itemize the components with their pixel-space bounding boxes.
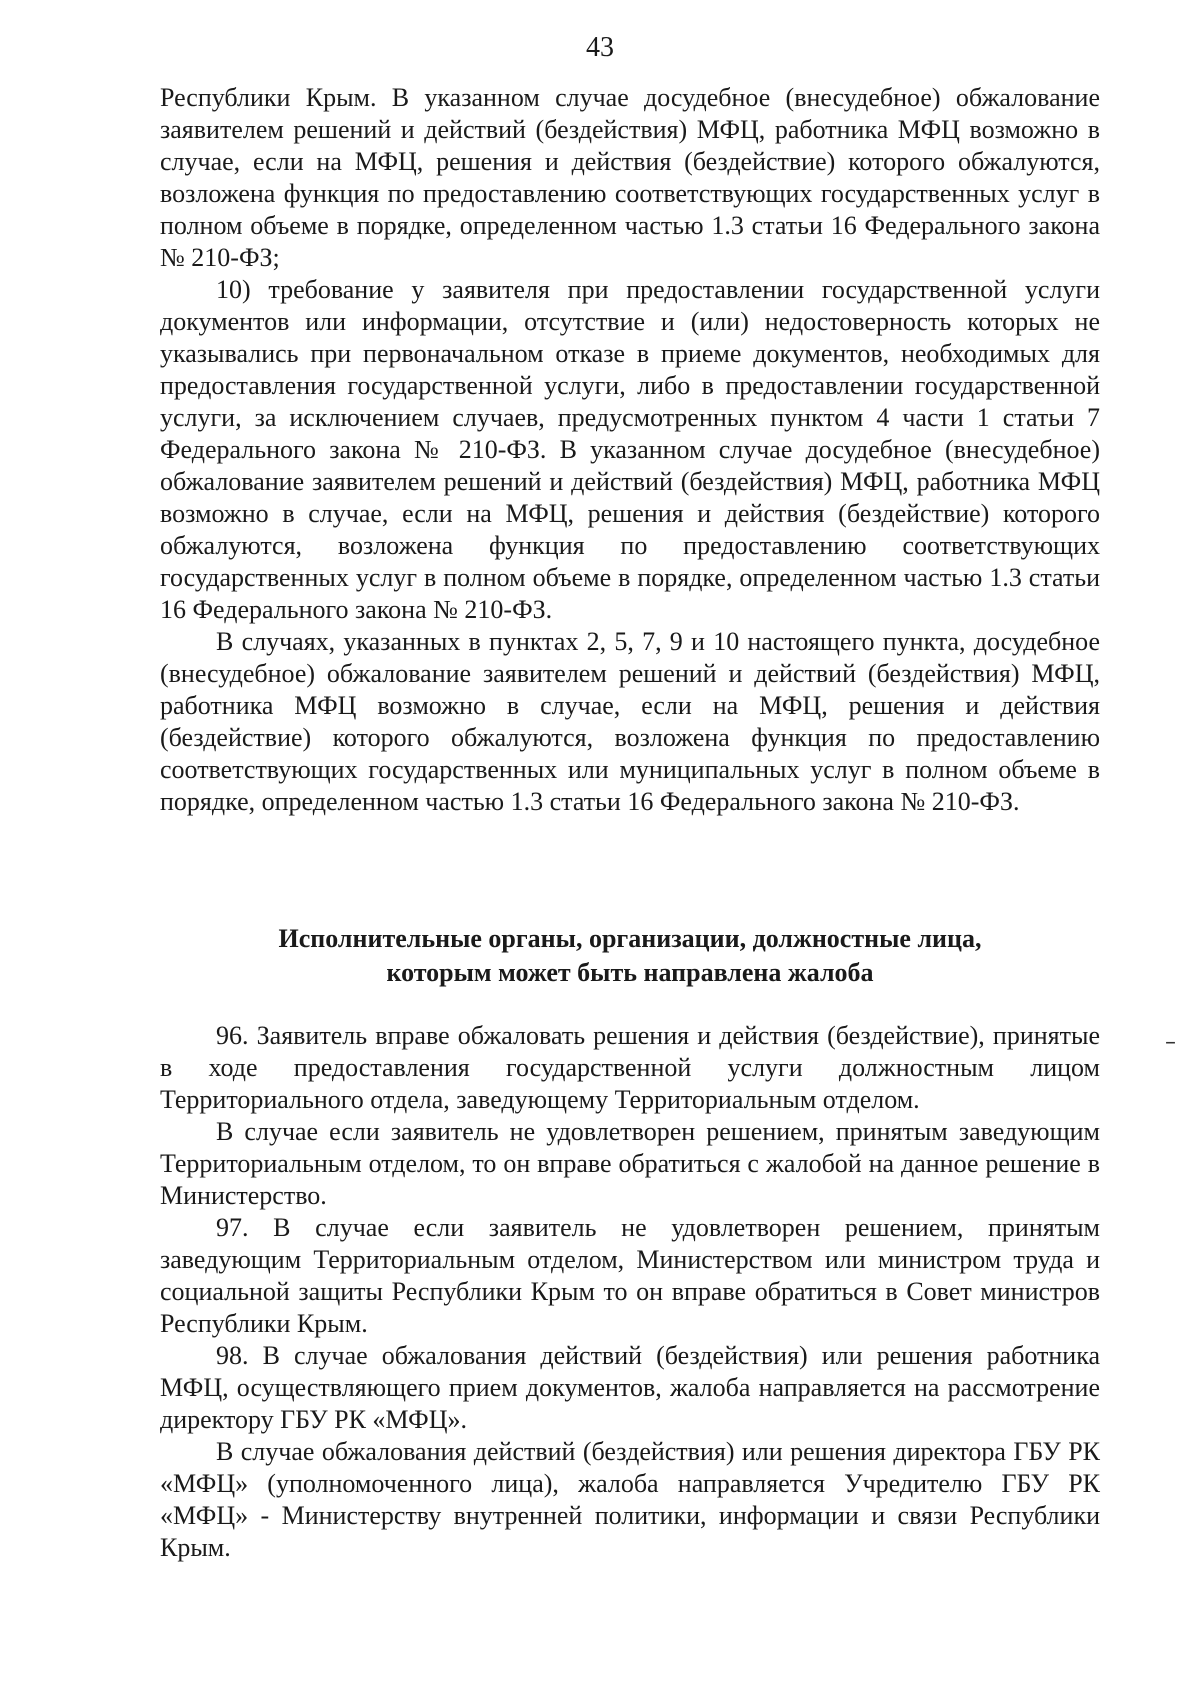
margin-dash-mark: –: [1165, 1030, 1176, 1055]
paragraph-cases-summary: В случаях, указанных в пунктах 2, 5, 7, 9 и 10 настоящего пункта, досудебное (внесудебное) обжалование заявителем решений и действий (бездействия) МФЦ, работника МФЦ возможно в случае, если на МФЦ, решения и действия (бездействие) которого обжалуются, возложена функция по предоставлению соответствующих государственных или муниципальных услуг в полном объеме в порядке, определенном частью 1.3 статьи 16 Федерального закона № 210-ФЗ.: [160, 627, 1100, 816]
paragraph-item-10: 10) требование у заявителя при предоставлении государственной услуги документов или информации, отсутствие и (или) недостоверность которых не указывались при первоначальном отказе в приеме документов, необходимых для предоставления государственной услуги, либо в предоставлении государственной услуги, за исключением случаев, предусмотренных пунктом 4 части 1 статьи 7 Федерального закона № 210-ФЗ. В указанном случае досудебное (внесудебное) обжалование заявителем решений и действий (бездействия) МФЦ, работника МФЦ возможно в случае, если на МФЦ, решения и действия (бездействие) которого обжалуются, возложена функция по предоставлению соответствующих государственных услуг в полном объеме в порядке, определенном частью 1.3 статьи 16 Федерального закона № 210-ФЗ.: [160, 275, 1100, 624]
section-complaint-recipients: [160, 1020, 1100, 1564]
paragraph-98-continued: В случае обжалования действий (бездействия) или решения директора ГБУ РК «МФЦ» (уполномоченного лица), жалоба направляется Учредителю ГБУ РК «МФЦ» - Министерству внутренней политики, информации и связи Республики Крым.: [160, 1437, 1100, 1562]
section-complaint-grounds: [160, 82, 1100, 818]
section-heading: [160, 922, 1100, 990]
page-number: 43: [586, 32, 614, 63]
paragraph-96-continued: В случае если заявитель не удовлетворен решением, принятым заведующим Территориальным отделом, то он вправе обратиться с жалобой на данное решение в Министерство.: [160, 1117, 1100, 1210]
paragraph-96: 96. Заявитель вправе обжаловать решения и действия (бездействие), принятые в ходе предоставления государственной услуги должностным лицом Территориального отдела, заведующему Территориальным отделом.: [160, 1021, 1100, 1114]
paragraph-98: 98. В случае обжалования действий (бездействия) или решения работника МФЦ, осуществляющего прием документов, жалоба направляется на рассмотрение директору ГБУ РК «МФЦ».: [160, 1341, 1100, 1434]
heading-line-2: которым может быть направлена жалоба: [386, 958, 874, 987]
paragraph-continuation: Республики Крым. В указанном случае досудебное (внесудебное) обжалование заявителем решений и действий (бездействия) МФЦ, работника МФЦ возможно в случае, если на МФЦ, решения и действия (бездействие) которого обжалуются, возложена функция по предоставлению соответствующих государственных услуг в полном объеме в порядке, определенном частью 1.3 статьи 16 Федерального закона № 210-ФЗ;: [160, 83, 1100, 272]
heading-line-1: Исполнительные органы, организации, должностные лица,: [278, 924, 982, 953]
paragraph-97: 97. В случае если заявитель не удовлетворен решением, принятым заведующим Территориальным отделом, Министерством или министром труда и социальной защиты Республики Крым то он вправе обратиться в Совет министров Республики Крым.: [160, 1213, 1100, 1338]
